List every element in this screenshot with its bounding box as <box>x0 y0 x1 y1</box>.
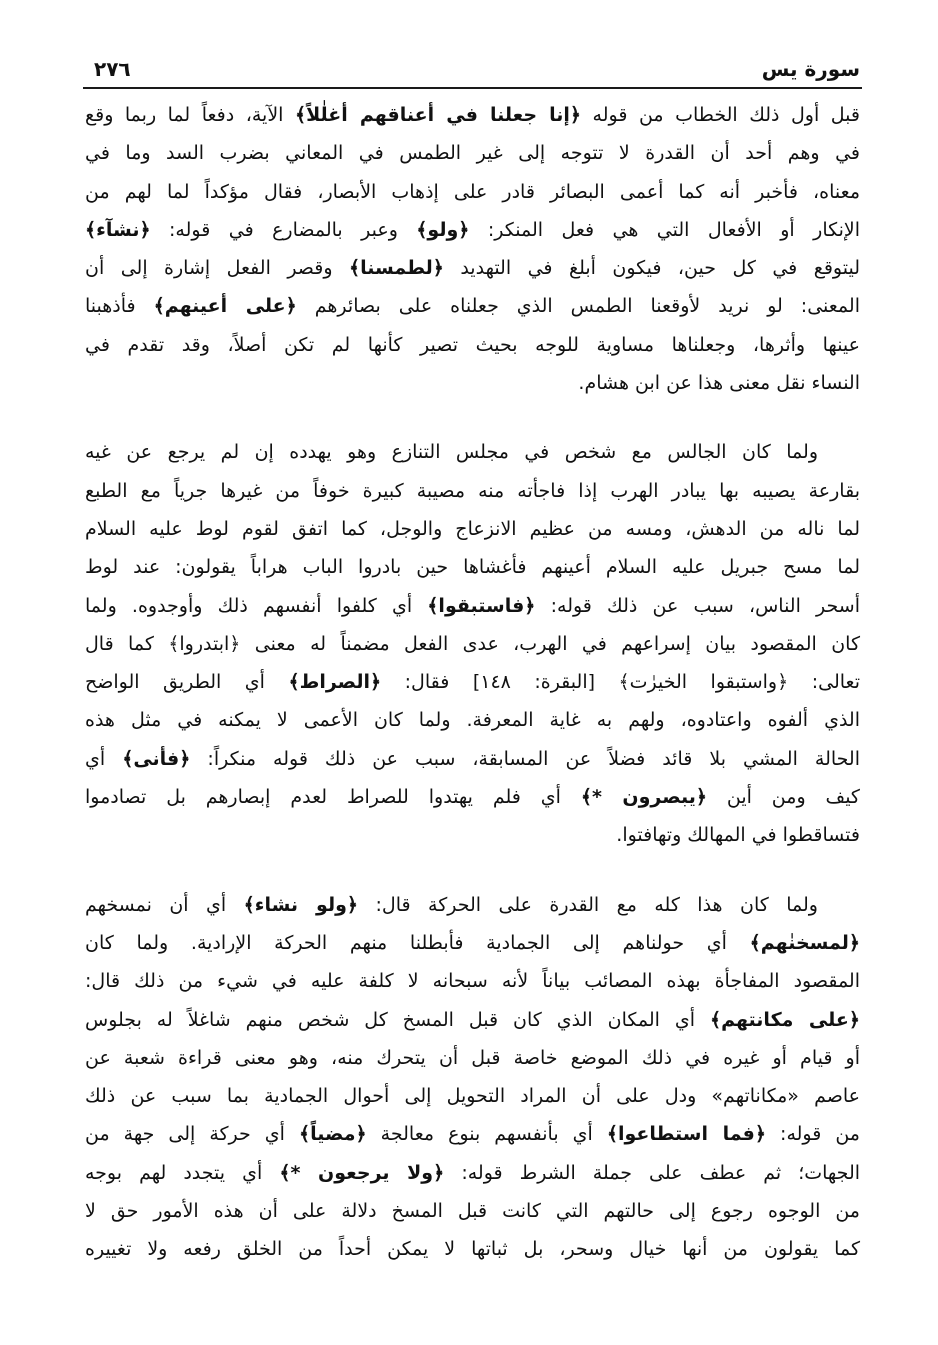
text-line <box>85 1192 860 1230</box>
text-line <box>85 173 860 211</box>
text-segment: تعالى: ﴿واستبقوا الخيرٰت﴾ [البقرة: ١٤٨] فقال: <box>381 671 860 694</box>
text-segment: الآية، دفعاً لما ربما وقع <box>85 104 295 126</box>
text-line <box>85 472 860 510</box>
quran-quote: ﴿لطمسنا﴾ <box>349 257 444 280</box>
quran-quote: ﴿إنا جعلنا في أعناقهم أغلٰلاً﴾ <box>294 104 582 126</box>
text-segment: قبل أول ذلك الخطاب من قوله <box>581 104 860 126</box>
quran-quote: ﴿ولو نشاء﴾ <box>243 893 359 916</box>
paragraph <box>85 433 860 854</box>
text-segment: المعنى: لو نريد لأوقعنا الطمس الذي جعلناه على بصائرهم <box>296 295 860 318</box>
text-segment: أي المكان الذي كان قبل المسخ كل شخص منهم شاغلاً له بجلوس <box>85 1008 710 1031</box>
text-line <box>85 962 860 1000</box>
text-segment: أو قيام أو غيره في ذلك الموضع خاصة قبل أن يتحرك منه، وهو معنى قراءة شعبة عن <box>85 1046 860 1069</box>
text-segment: عاصم «مكاناتهم» ودل على أن المراد التحويل إلى أحوال الجمادية بما سبب عن ذلك <box>85 1085 860 1108</box>
quran-quote: ﴿يبصرون *﴾ <box>580 786 707 809</box>
text-segment: أي <box>85 747 123 770</box>
text-line <box>85 287 860 325</box>
text-line <box>85 587 860 625</box>
text-segment: أي كلفوا أنفسهم ذلك وأوجدوه. ولما <box>85 594 428 617</box>
text-line <box>85 1077 860 1115</box>
text-segment: أي فلم يهتدوا للصراط لعدم إبصارهم بل تصادموا <box>85 786 581 809</box>
quran-quote: ﴿الصراط﴾ <box>288 671 382 694</box>
text-segment: أسحر الناس، سبب عن ذلك قوله: <box>535 594 860 617</box>
text-segment: أي حركة إلى جهة من <box>85 1123 299 1146</box>
text-segment: أي الطريق الواضح <box>85 671 289 694</box>
quran-quote: ﴿نشآء﴾ <box>85 218 151 241</box>
quran-quote: ﴿ولا يرجعون *﴾ <box>279 1161 445 1184</box>
text-line <box>85 886 860 924</box>
text-line <box>85 364 860 402</box>
text-line <box>85 211 860 249</box>
text-line <box>85 816 860 854</box>
text-segment: بقارعة يصيبه بها يبادر الهرب إذا فاجأته منه مصيبة كبيرة خوفاً من غيرها جرياً مع الطبع <box>85 479 860 502</box>
text-line <box>85 1039 860 1077</box>
text-segment: لما ناله من الدهش، ومسه من عظيم الانزعاج والوجل، كما اتفق لقوم لوط عليه السلام <box>85 517 860 540</box>
text-segment: من قوله: <box>766 1123 860 1146</box>
quran-quote: ﴿فما استطاعوا﴾ <box>606 1123 767 1146</box>
text-line <box>85 134 860 172</box>
text-line <box>85 96 860 134</box>
text-segment: فأذهبنا <box>85 295 154 318</box>
text-line <box>85 778 860 816</box>
text-segment: لما مسح جبريل عليه السلام أعينهم فأغشاها حين بادروا الباب هراباً يقولون: عند لوط <box>85 556 860 579</box>
text-segment: فتساقطوا في المهالك وتهافتوا. <box>616 824 860 847</box>
text-line <box>85 625 860 663</box>
text-segment: وعبر بالمضارع في قوله: <box>150 218 417 241</box>
text-line <box>85 740 860 778</box>
text-line <box>85 510 860 548</box>
text-segment: الإنكار أو الأفعال التي هي فعل المنكر: <box>469 218 860 241</box>
text-segment: ليتوقع في كل حين، فيكون أبلغ في التهديد <box>443 257 860 280</box>
text-line <box>85 701 860 739</box>
text-segment: معناه، فأخبر أنه كما أعمى البصائر قادر على إذهاب الأبصار، فقال مؤكداً لما لهم من <box>85 180 860 203</box>
quran-quote: ﴿فاستبقوا﴾ <box>427 594 536 617</box>
text-segment: كان المقصود بيان إسراعهم في الهرب، عدى الفعل مضمناً له معنى ﴿ابتدروا﴾ كما قال <box>85 632 860 655</box>
quran-quote: ﴿لمسخنٰهم﴾ <box>749 931 860 954</box>
text-segment: أي بأنفسهم بنوع معالجة <box>366 1123 607 1146</box>
text-line <box>85 326 860 364</box>
body-text <box>85 96 860 1300</box>
text-line <box>85 433 860 471</box>
text-segment: الحالة المشي بلا قائد فضلاً عن المسابقة، سبب عن ذلك قوله منكراً: <box>190 747 860 770</box>
quran-quote: ﴿ولو﴾ <box>416 218 470 241</box>
quran-quote: ﴿على أعينهم﴾ <box>153 295 297 318</box>
text-line <box>85 924 860 962</box>
text-segment: في وهم أحد أن القدرة لا تتوجه إلى غير الطمس في المعاني بضرب السد وما في <box>85 142 860 165</box>
text-segment: من الوجوه رجوع إلى حالتهم التي كانت قبل المسخ دلالة على أن هذه الأمور حق لا <box>85 1200 860 1223</box>
text-segment: الذي ألفوه واعتادوه، ولهم به غاية المعرفة. ولما كان الأعمى لا يمكنه في مثل هذه <box>85 709 860 732</box>
text-segment: عينها وأثرها، وجعلناها مساوية للوجه بحيث تصير كأنها لم تكن أصلاً، وقد تقدم في <box>85 333 860 356</box>
text-line <box>85 1230 860 1268</box>
text-line <box>85 1154 860 1192</box>
text-line <box>85 548 860 586</box>
text-segment: ولما كان الجالس مع شخص في مجلس التنازع وهو يهدده إن لم يرجع عن غيه <box>85 441 818 464</box>
text-segment: أي حولناهم إلى الجمادية فأبطلنا منهم الحركة الإرادية. ولما كان <box>85 931 750 954</box>
text-line <box>85 663 860 701</box>
running-header-title: سورة يس <box>761 57 860 81</box>
text-segment: أي يتجدد لهم بوجه <box>85 1161 280 1184</box>
text-line <box>85 1001 860 1039</box>
paragraph <box>85 886 860 1269</box>
page-number: ٢٧٦ <box>94 57 131 81</box>
text-segment: كما يقولون من أنها خيال وسحر، بل ثباتها لا يمكن أحداً من الخلق رفعه ولا تغييره <box>85 1238 860 1261</box>
header-divider <box>83 87 862 89</box>
text-segment: أي أن نمسخهم <box>85 893 244 916</box>
text-segment: الجهات؛ ثم عطف على جملة الشرط قوله: <box>444 1161 861 1184</box>
quran-quote: ﴿فأنى﴾ <box>122 747 191 770</box>
text-segment: المقصود المفاجأة بهذه المصائب بياناً لأنه سبحانه لا كلفة عليه في شيء من ذلك قال: <box>85 970 860 993</box>
text-segment: كيف ومن أين <box>706 786 860 809</box>
paragraph <box>85 96 860 402</box>
quran-quote: ﴿على مكانتهم﴾ <box>709 1008 860 1031</box>
quran-quote: ﴿مضياً﴾ <box>299 1123 367 1146</box>
text-segment: وقصر الفعل إشارة إلى أن <box>85 257 349 280</box>
text-segment: النساء نقل معنى هذا عن ابن هشام. <box>578 372 860 395</box>
text-line <box>85 249 860 287</box>
text-segment: ولما كان هذا كله مع القدرة على الحركة قال: <box>358 893 818 916</box>
text-line <box>85 1115 860 1153</box>
